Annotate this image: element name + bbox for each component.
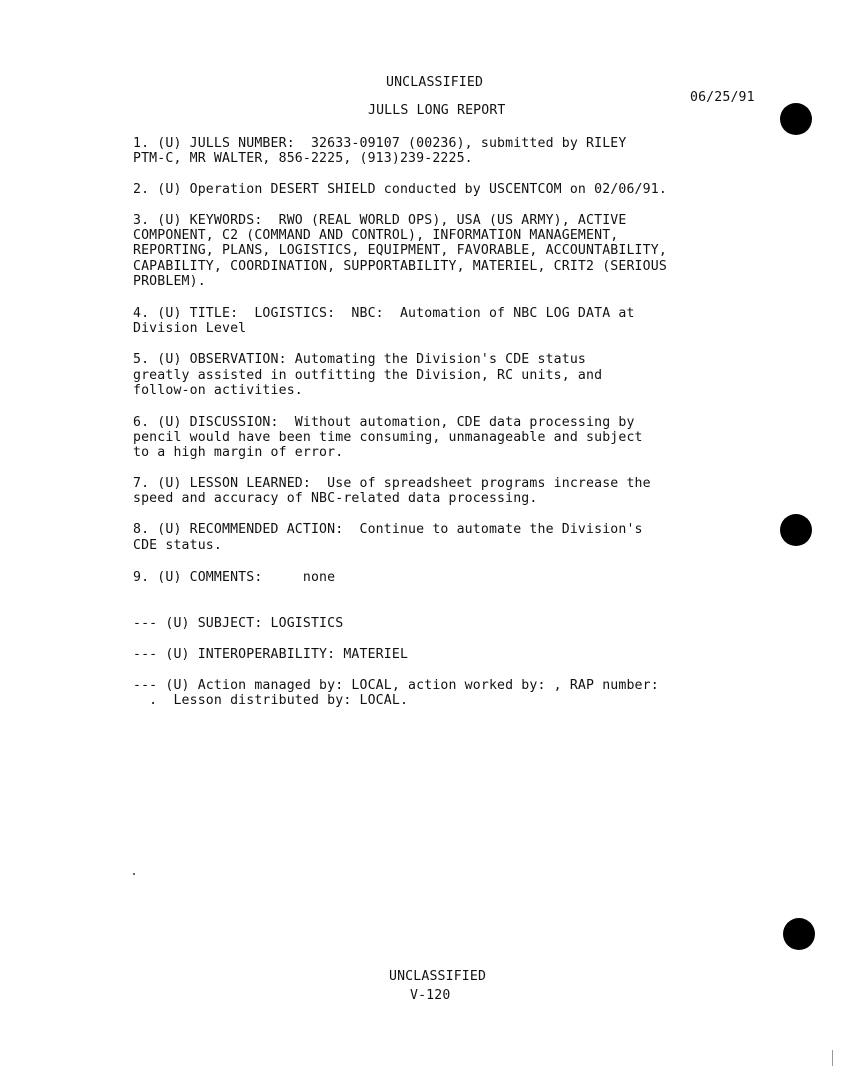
item-6-line-2: pencil would have been time consuming, unmanageable and subject: [133, 430, 643, 445]
item-5-line-2: greatly assisted in outfitting the Division, RC units, and: [133, 368, 603, 383]
item-6-line-1: 6. (U) DISCUSSION: Without automation, CDE data processing by: [133, 415, 635, 430]
item-1-line-1: 1. (U) JULLS NUMBER: 32633-09107 (00236), submitted by RILEY: [133, 136, 627, 151]
punch-hole-bottom: [783, 918, 815, 950]
item-8-line-2: CDE status.: [133, 538, 222, 553]
subject-line: --- (U) SUBJECT: LOGISTICS: [133, 616, 344, 631]
item-3-line-3: REPORTING, PLANS, LOGISTICS, EQUIPMENT, FAVORABLE, ACCOUNTABILITY,: [133, 243, 667, 258]
item-5-line-1: 5. (U) OBSERVATION: Automating the Division's CDE status: [133, 352, 587, 367]
scan-edge-mark: [832, 1050, 833, 1066]
interoperability-line: --- (U) INTEROPERABILITY: MATERIEL: [133, 647, 409, 662]
item-1-line-2: PTM-C, MR WALTER, 856-2225, (913)239-2225.: [133, 151, 473, 166]
item-3-line-1: 3. (U) KEYWORDS: RWO (REAL WORLD OPS), USA (US ARMY), ACTIVE: [133, 213, 627, 228]
item-3-line-5: PROBLEM).: [133, 274, 206, 289]
scan-speck: [133, 873, 135, 875]
item-7-line-1: 7. (U) LESSON LEARNED: Use of spreadsheet programs increase the: [133, 476, 651, 491]
item-2-line-1: 2. (U) Operation DESERT SHIELD conducted by USCENTCOM on 02/06/91.: [133, 182, 667, 197]
punch-hole-top: [780, 103, 812, 135]
item-4-line-1: 4. (U) TITLE: LOGISTICS: NBC: Automation of NBC LOG DATA at: [133, 306, 635, 321]
page-number: V-120: [410, 988, 451, 1003]
item-3-line-2: COMPONENT, C2 (COMMAND AND CONTROL), INFORMATION MANAGEMENT,: [133, 228, 619, 243]
item-5-line-3: follow-on activities.: [133, 383, 303, 398]
footer-classification: UNCLASSIFIED: [389, 969, 487, 984]
item-3-line-4: CAPABILITY, COORDINATION, SUPPORTABILITY, MATERIEL, CRIT2 (SERIOUS: [133, 259, 667, 274]
item-7-line-2: speed and accuracy of NBC-related data processing.: [133, 491, 538, 506]
report-title: JULLS LONG REPORT: [368, 103, 506, 118]
action-line-2: . Lesson distributed by: LOCAL.: [133, 693, 409, 708]
punch-hole-middle: [780, 514, 812, 546]
header-classification: UNCLASSIFIED: [386, 75, 484, 90]
item-8-line-1: 8. (U) RECOMMENDED ACTION: Continue to automate the Division's: [133, 522, 643, 537]
item-4-line-2: Division Level: [133, 321, 247, 336]
item-6-line-3: to a high margin of error.: [133, 445, 344, 460]
item-9-line-1: 9. (U) COMMENTS: none: [133, 570, 336, 585]
header-date: 06/25/91: [690, 90, 755, 105]
action-line-1: --- (U) Action managed by: LOCAL, action worked by: , RAP number:: [133, 678, 659, 693]
